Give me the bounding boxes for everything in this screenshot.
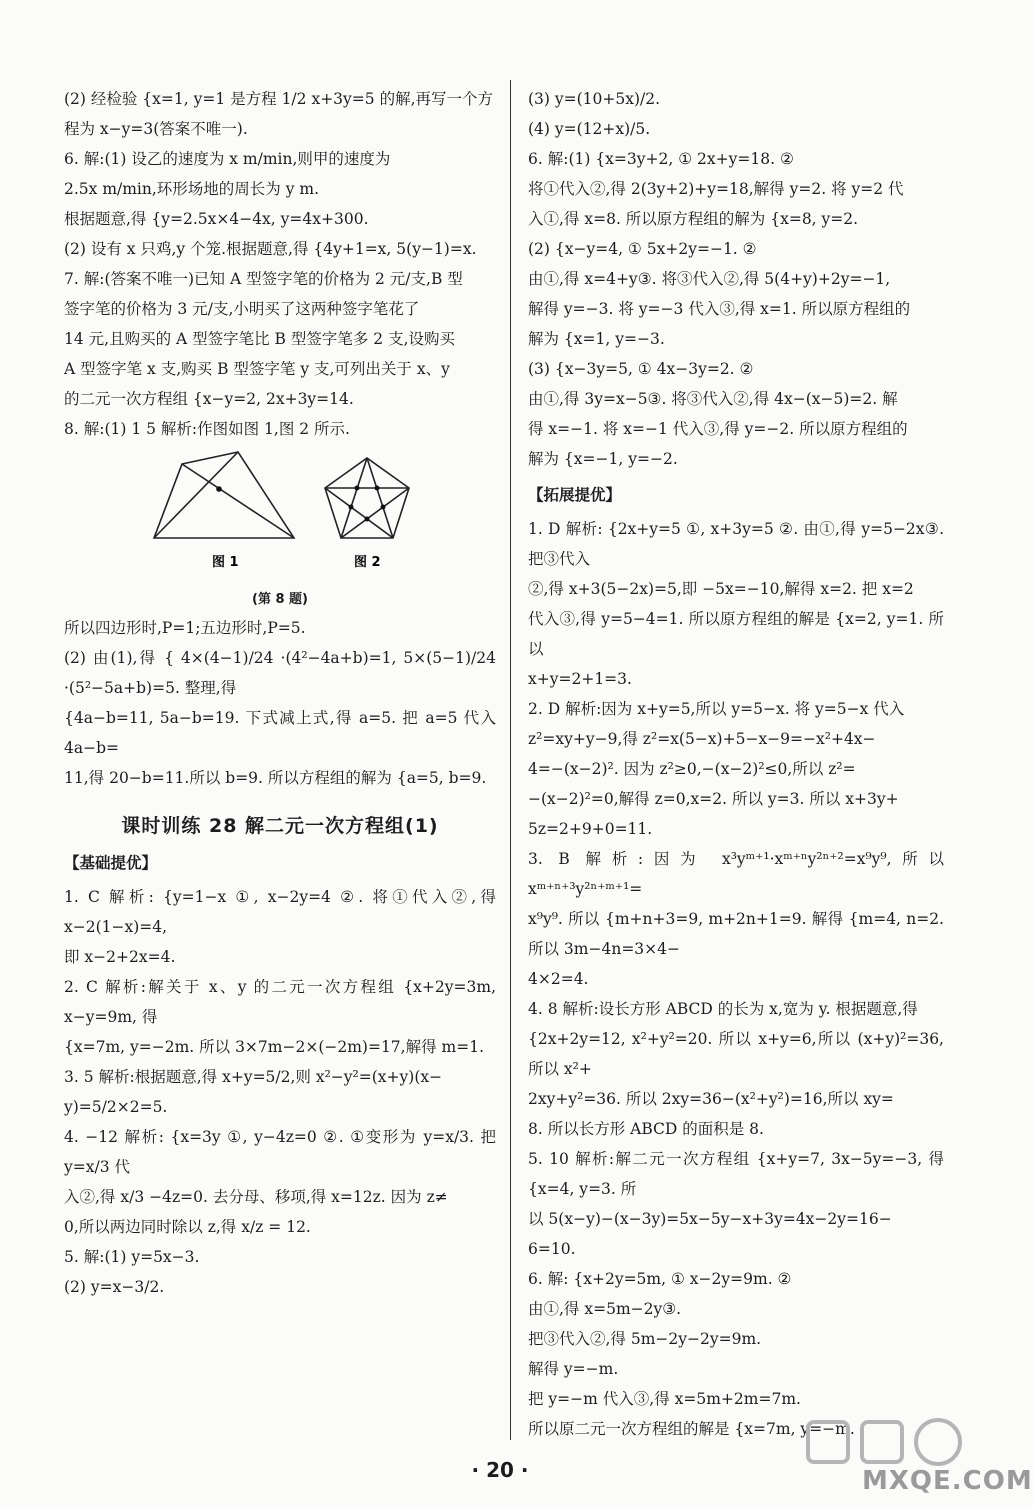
text-line: 入②,得 x/3 −4z=0. 去分母、移项,得 x=12z. 因为 z≠ bbox=[64, 1188, 448, 1206]
text-line: 4=−(x−2)². 因为 z²≥0,−(x−2)²≤0,所以 z²= bbox=[528, 760, 856, 778]
pentagon-figure bbox=[325, 458, 409, 538]
text-line: 4. 8 解析:设长方形 ABCD 的长为 x,宽为 y. 根据题意,得 bbox=[528, 1000, 918, 1018]
subsection-heading: 【基础提优】 bbox=[64, 854, 158, 872]
text-line: 以 5(x−y)−(x−3y)=5x−5y−x+3y=4x−2y=16− bbox=[528, 1210, 892, 1228]
text-line: 解为 {x=−1, y=−2. bbox=[528, 450, 678, 468]
text-line: 6. 解:(1) {x=3y+2, ① 2x+y=18. ② bbox=[528, 150, 794, 168]
text-line: 7. 解:(答案不唯一)已知 A 型签字笔的价格为 2 元/支,B 型 bbox=[64, 270, 463, 288]
text-line: 将①代入②,得 2(3y+2)+y=18,解得 y=2. 将 y=2 代 bbox=[528, 180, 904, 198]
text-line: 把③代入②,得 5m−2y−2y=9m. bbox=[528, 1330, 762, 1348]
text-line: 5. 解:(1) y=5x−3. bbox=[64, 1248, 200, 1266]
text-line: A 型签字笔 x 支,购买 B 型签字笔 y 支,可列出关于 x、y bbox=[64, 360, 450, 378]
text-line: (2) 经检验 {x=1, y=1 是方程 1/2 x+3y=5 的解,再写一个方 bbox=[64, 90, 493, 108]
section-title: 课时训练 28 解二元一次方程组(1) bbox=[121, 815, 439, 837]
text-line: {2x+2y=12, x²+y²=20. 所以 x+y=6,所以 (x+y)²=36,所以 x²+ bbox=[528, 1030, 944, 1078]
text-line: 由①,得 x=5m−2y③. bbox=[528, 1300, 682, 1318]
figure-caption: (第 8 题) bbox=[252, 592, 308, 607]
text-line: 6. 解: {x+2y=5m, ① x−2y=9m. ② bbox=[528, 1270, 792, 1288]
text-line: 5z=2+9+0=11. bbox=[528, 820, 653, 838]
text-line: z²=xy+y−9,得 z²=x(5−x)+5−x−9=−x²+4x− bbox=[528, 730, 876, 748]
text-line: 得 x=−1. 将 x=−1 代入③,得 y=−2. 所以原方程组的 bbox=[528, 420, 908, 438]
text-line: (2) 设有 x 只鸡,y 个笼.根据题意,得 {4y+1=x, 5(y−1)=x. bbox=[64, 240, 477, 258]
figures-q8 bbox=[64, 452, 496, 584]
text-line: 14 元,且购买的 A 型签字笔比 B 型签字笔多 2 支,设购买 bbox=[64, 330, 456, 348]
text-line: 4×2=4. bbox=[528, 970, 589, 988]
figure1-label: 图 1 bbox=[212, 555, 239, 570]
text-line: 解得 y=−3. 将 y=−3 代入③,得 x=1. 所以原方程组的 bbox=[528, 300, 911, 318]
text-line: 2. D 解析:因为 x+y=5,所以 y=5−x. 将 y=5−x 代入 bbox=[528, 700, 905, 718]
watermark-text: MXQE.COM bbox=[862, 1466, 1033, 1496]
text-line: (4) y=(12+x)/5. bbox=[528, 120, 651, 138]
text-line: 解得 y=−m. bbox=[528, 1360, 619, 1378]
watermark-icon bbox=[802, 1412, 980, 1472]
watermark-logo bbox=[802, 1412, 1033, 1498]
text-line: 由①,得 3y=x−5③. 将③代入②,得 4x−(x−5)=2. 解 bbox=[528, 390, 898, 408]
text-line: 签字笔的价格为 3 元/支,小明买了这两种签字笔花了 bbox=[64, 300, 420, 318]
text-line: 解为 {x=1, y=−3. bbox=[528, 330, 665, 348]
text-line: 0,所以两边同时除以 z,得 x/z = 12. bbox=[64, 1218, 311, 1236]
text-line: 8. 所以长方形 ABCD 的面积是 8. bbox=[528, 1120, 764, 1138]
text-line: 所以四边形时,P=1;五边形时,P=5. bbox=[64, 619, 306, 637]
text-line: 代入③,得 y=5−4=1. 所以原方程组的解是 {x=2, y=1. 所以 bbox=[528, 610, 944, 658]
text-line: 的二元一次方程组 {x−y=2, 2x+3y=14. bbox=[64, 390, 354, 408]
text-line: 由①,得 x=4+y③. 将③代入②,得 5(4+y)+2y=−1, bbox=[528, 270, 891, 288]
text-line: {x=7m, y=−2m. 所以 3×7m−2×(−2m)=17,解得 m=1. bbox=[64, 1038, 484, 1056]
text-line: 2. C 解析:解关于 x、y 的二元一次方程组 {x+2y=3m, x−y=9m, 得 bbox=[64, 978, 496, 1026]
text-line: 1. C 解析: {y=1−x ①, x−2y=4 ②. 将①代入②,得 x−2(1−x)=4, bbox=[64, 888, 496, 936]
text-line: 4. −12 解析: {x=3y ①, y−4z=0 ②. ①变形为 y=x/3. 把 y=x/3 代 bbox=[64, 1128, 496, 1176]
text-line: y)=5/2×2=5. bbox=[64, 1098, 168, 1116]
figure2-label: 图 2 bbox=[354, 555, 381, 570]
text-line: 所以原二元一次方程组的解是 {x=7m, y=−m. bbox=[528, 1420, 855, 1438]
text-line: (2) 由(1),得 { 4×(4−1)/24 ·(4²−4a+b)=1, 5×(5−1)/24 ·(5²−5a+b)=5. 整理,得 bbox=[64, 649, 496, 697]
text-line: x+y=2+1=3. bbox=[528, 670, 632, 688]
text-line: 2xy+y²=36. 所以 2xy=36−(x²+y²)=16,所以 xy= bbox=[528, 1090, 894, 1108]
text-line: (3) {x−3y=5, ① 4x−3y=2. ② bbox=[528, 360, 754, 378]
figure-diagram bbox=[154, 452, 414, 584]
text-line: 即 x−2+2x=4. bbox=[64, 948, 176, 966]
text-line: 1. D 解析: {2x+y=5 ①, x+3y=5 ②. 由①,得 y=5−2x③. 把③代入 bbox=[528, 520, 944, 568]
text-line: 把 y=−m 代入③,得 x=5m+2m=7m. bbox=[528, 1390, 801, 1408]
left-column bbox=[64, 84, 496, 1302]
text-line: (3) y=(10+5x)/2. bbox=[528, 90, 661, 108]
text-line: {4a−b=11, 5a−b=19. 下式减上式,得 a=5. 把 a=5 代入 4a−b= bbox=[64, 709, 496, 757]
text-line: 2.5x m/min,环形场地的周长为 y m. bbox=[64, 180, 320, 198]
text-line: 3. B 解析:因为 x³yᵐ⁺¹·xᵐ⁺ⁿy²ⁿ⁺²=x⁹y⁹,所以 xᵐ⁺ⁿ⁺³y²ⁿ⁺ᵐ⁺¹= bbox=[528, 850, 944, 898]
text-line: 6=10. bbox=[528, 1240, 576, 1258]
text-line: ②,得 x+3(5−2x)=5,即 −5x=−10,解得 x=2. 把 x=2 bbox=[528, 580, 914, 598]
text-line: 8. 解:(1) 1 5 解析:作图如图 1,图 2 所示. bbox=[64, 420, 350, 438]
text-line: 程为 x−y=3(答案不唯一). bbox=[64, 120, 248, 138]
text-line: (2) y=x−3/2. bbox=[64, 1278, 165, 1296]
column-divider bbox=[510, 80, 511, 1440]
text-line: 6. 解:(1) 设乙的速度为 x m/min,则甲的速度为 bbox=[64, 150, 391, 168]
text-line: 根据题意,得 {y=2.5x×4−4x, y=4x+300. bbox=[64, 210, 369, 228]
text-line: 5. 10 解析:解二元一次方程组 {x+y=7, 3x−5y=−3, 得 {x=4, y=3. 所 bbox=[528, 1150, 944, 1198]
text-line: (2) {x−y=4, ① 5x+2y=−1. ② bbox=[528, 240, 757, 258]
right-column bbox=[528, 84, 944, 1444]
subsection-heading: 【拓展提优】 bbox=[528, 486, 622, 504]
text-line: 入①,得 x=8. 所以原方程组的解为 {x=8, y=2. bbox=[528, 210, 859, 228]
text-line: −(x−2)²=0,解得 z=0,x=2. 所以 y=3. 所以 x+3y+ bbox=[528, 790, 899, 808]
text-line: 11,得 20−b=11.所以 b=9. 所以方程组的解为 {a=5, b=9. bbox=[64, 769, 487, 787]
page-number: · 20 · bbox=[471, 1458, 529, 1482]
text-line: 3. 5 解析:根据题意,得 x+y=5/2,则 x²−y²=(x+y)(x− bbox=[64, 1068, 443, 1086]
text-line: x⁹y⁹. 所以 {m+n+3=9, m+2n+1=9. 解得 {m=4, n=2. 所以 3m−4n=3×4− bbox=[528, 910, 944, 958]
quadrilateral-figure bbox=[154, 452, 294, 538]
